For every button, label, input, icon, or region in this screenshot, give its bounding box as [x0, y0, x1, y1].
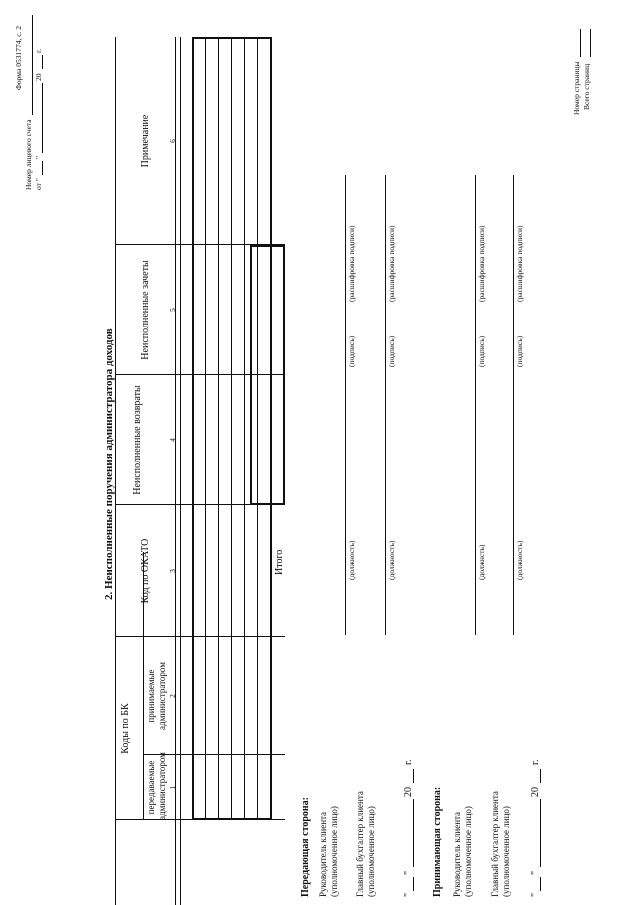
transfer-acc-position-caption: (должность): [387, 540, 396, 580]
header-col-5: Неисполненные зачеты: [140, 260, 151, 360]
receive-acc-position-caption: (должность): [515, 540, 524, 580]
date-year: 20: [34, 73, 43, 81]
receive-date-q1: ": [530, 892, 541, 897]
transfer-head-signature-line[interactable]: [345, 335, 346, 475]
table-row-line: [205, 37, 206, 820]
account-number-line: [32, 15, 33, 115]
receive-date-month-line[interactable]: [540, 799, 541, 867]
date-month-line: [42, 83, 43, 153]
receive-date-g: г.: [530, 759, 541, 765]
header-col-2: принимаемые администратором: [146, 662, 167, 730]
colnum-6: 6: [168, 139, 177, 143]
page-number-label: Номер страницы: [572, 61, 581, 115]
transfer-date-month-line[interactable]: [413, 799, 414, 867]
account-number-label: Номер лицевого счета: [24, 119, 33, 190]
transfer-date-q1: ": [403, 892, 414, 897]
transfer-date-day-line[interactable]: [413, 877, 414, 891]
receive-head-decode-line[interactable]: [475, 175, 476, 335]
transfer-acc-signature-caption: (подпись): [387, 335, 396, 367]
header-col-3: Код по ОКАТО: [140, 538, 151, 604]
transfer-head-label: Руководитель клиента: [318, 811, 328, 897]
transfer-acc-label: Главный бухгалтер клиента: [355, 791, 365, 897]
header-col-6: Примечание: [140, 114, 151, 168]
receive-date-day-line[interactable]: [540, 877, 541, 891]
receive-acc-signature-caption: (подпись): [515, 335, 524, 367]
transfer-date-g: г.: [403, 759, 414, 765]
receive-acc-decode-caption: (расшифровка подписи): [515, 225, 524, 302]
receive-date-year-line[interactable]: [540, 769, 541, 783]
receive-acc-label: Главный бухгалтер клиента: [490, 791, 500, 897]
receive-head-sub: (уполномоченное лицо): [463, 806, 473, 897]
receive-date-q2: ": [530, 870, 541, 875]
receive-head-position-caption: (должнсть): [477, 544, 486, 580]
page-number-line[interactable]: [580, 29, 581, 57]
total-label: Итого: [274, 549, 285, 575]
transfer-head-signature-caption: (подпись): [347, 335, 356, 367]
colnum-4: 4: [168, 438, 177, 442]
receive-head-signature-caption: (подпись): [477, 335, 486, 367]
colnum-2: 2: [168, 694, 177, 698]
header-col-4: Неисполненные возвраты: [132, 385, 143, 495]
transfer-head-position-caption: (должность): [347, 540, 356, 580]
date-day-line: [42, 161, 43, 175]
section-title: 2. Неисполненные поручения администратора доходов: [103, 328, 115, 600]
form-number: Форма 0531774, с. 2: [14, 25, 23, 90]
receive-acc-sub: (уполномоченное лицо): [501, 806, 511, 897]
transfer-date-q2: ": [403, 870, 414, 875]
receive-acc-position-line[interactable]: [513, 475, 514, 635]
table-header-bottom-line: [180, 37, 181, 905]
table-row-line: [244, 37, 245, 820]
date-from-label: от ": [34, 178, 43, 190]
receive-head-decode-caption: (расшифровка подписи): [477, 225, 486, 302]
group-header-kbk: Коды по БК: [120, 703, 131, 754]
receive-head-signature-line[interactable]: [475, 335, 476, 475]
total-box: [250, 245, 285, 505]
transfer-acc-signature-line[interactable]: [385, 335, 386, 475]
colnum-5: 5: [168, 308, 177, 312]
receive-head-position-line[interactable]: [475, 475, 476, 635]
transfer-head-decode-line[interactable]: [345, 175, 346, 335]
table-top-line: [115, 37, 116, 905]
total-pages-label: Всего страниц: [582, 63, 591, 110]
total-pages-line[interactable]: [590, 29, 591, 57]
transfer-head-position-line[interactable]: [345, 475, 346, 635]
transfer-date-year-line[interactable]: [413, 769, 414, 783]
transfer-acc-sub: (уполномоченное лицо): [366, 806, 376, 897]
receive-acc-signature-line[interactable]: [513, 335, 514, 475]
date-quote: ": [34, 155, 43, 159]
transfer-acc-decode-line[interactable]: [385, 175, 386, 335]
receive-acc-decode-line[interactable]: [513, 175, 514, 335]
receive-date-year: 20: [530, 787, 541, 797]
date-year-line: [42, 55, 43, 69]
colnum-3: 3: [168, 569, 177, 573]
header-col-1: передаваемые администратором: [146, 752, 167, 820]
transfer-head-decode-caption: (расшифровка подписи): [347, 225, 356, 302]
transfer-side-title: Передающая сторона:: [300, 796, 311, 897]
transfer-date-year: 20: [403, 787, 414, 797]
transfer-head-sub: (уполномоченное лицо): [329, 806, 339, 897]
receive-side-title: Принимающая сторона:: [432, 786, 443, 897]
transfer-acc-position-line[interactable]: [385, 475, 386, 635]
table-row-line: [218, 37, 219, 820]
receive-head-label: Руководитель клиента: [452, 811, 462, 897]
table-row-line: [231, 37, 232, 820]
date-g: г.: [34, 48, 43, 53]
colnum-1: 1: [168, 785, 177, 790]
transfer-acc-decode-caption: (расшифровка подписи): [387, 225, 396, 302]
